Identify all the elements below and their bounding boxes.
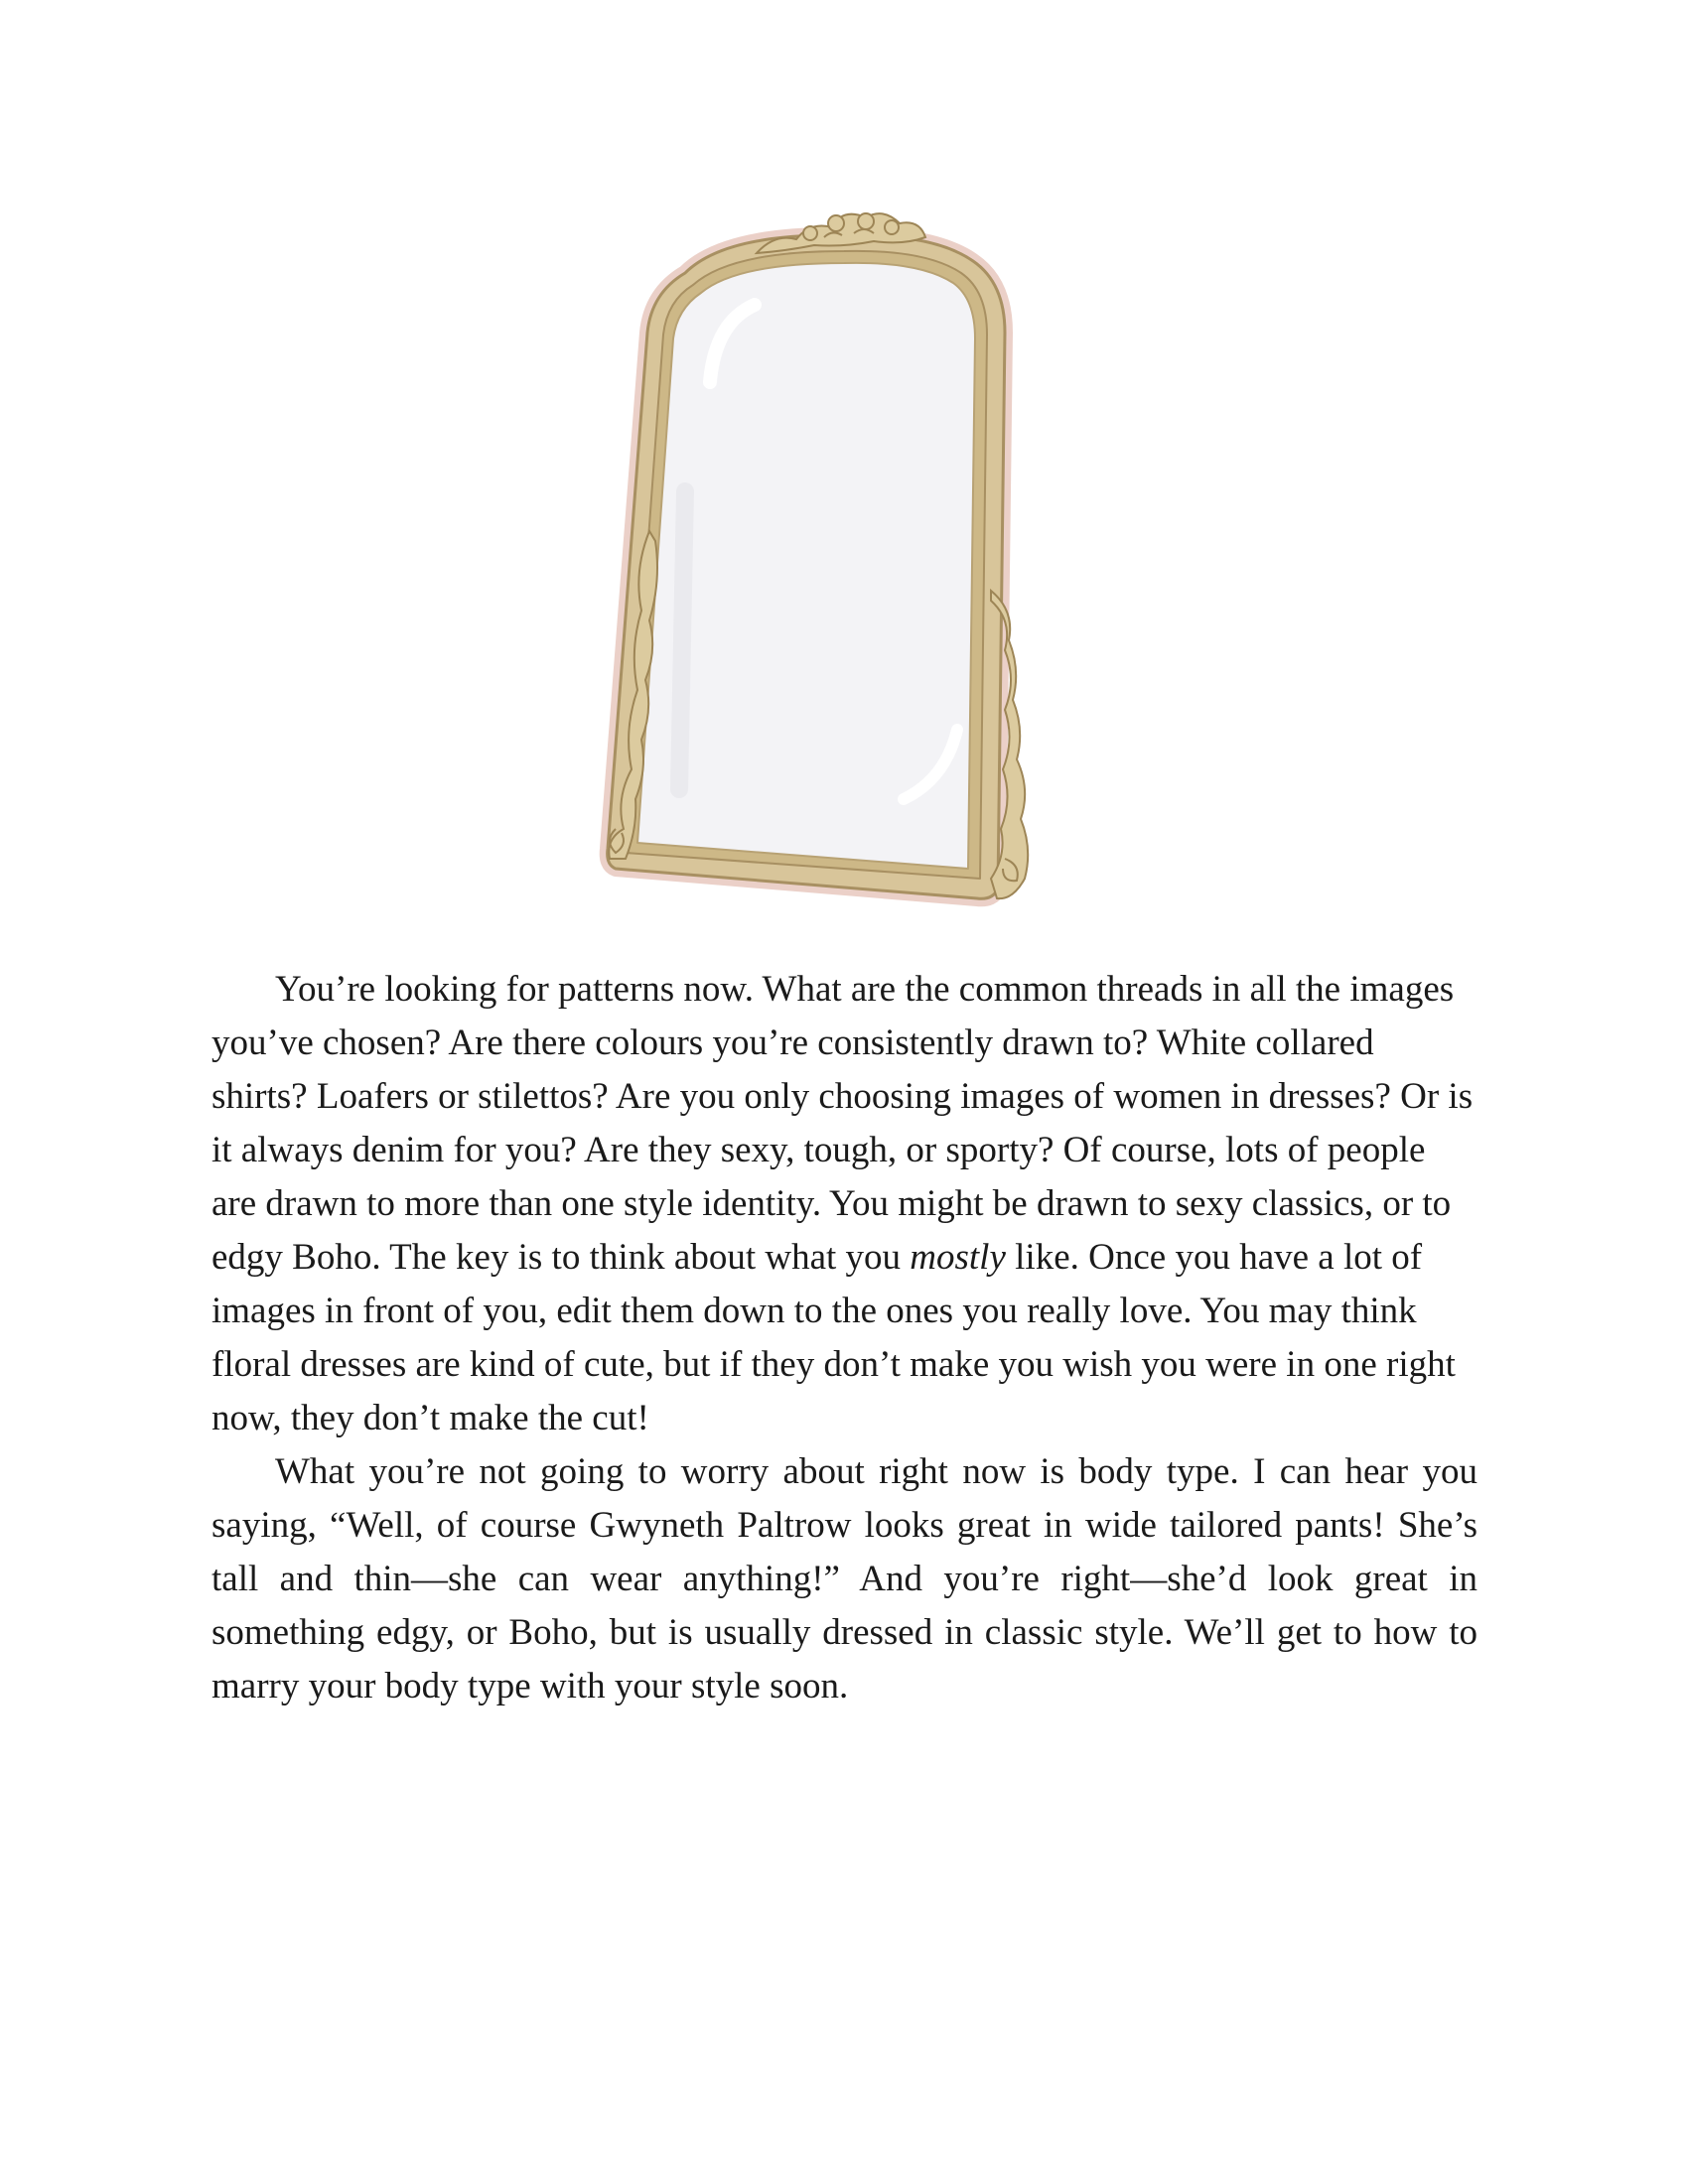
body-text (211, 963, 1477, 1713)
mirror-glass-shade (679, 491, 685, 789)
paragraph-1-emphasis: mostly (910, 1237, 1006, 1278)
mirror-drawing (576, 194, 1112, 918)
mirror-illustration (576, 194, 1112, 918)
paragraph-2: What you’re not going to worry about right now is body type. I can hear you saying, “Well, of course Gwyneth Paltrow looks great in wide tailored pants! She’s tall and thin—she can wear anything!” And you’re right—she’d look great in something edgy, or Boho, but is usually dressed in classic style. We’ll get to how to marry your body type with your style soon. (211, 1451, 1477, 1706)
paragraph-1-text-after: like. Once you have a lot of images in front of you, edit them down to the ones you really love. You may think floral dresses are kind of cute, but if they don’t make you wish you were in one right now, they don’t make the cut! (211, 1237, 1456, 1438)
paragraph-1-text-before: You’re looking for patterns now. What are the common threads in all the images you’ve chosen? Are there colours you’re consistently drawn to? White collared shirts? Loafers or stilettos? Are you only choosing images of women in dresses? Or is it always denim for you? Are they sexy, tough, or sporty? Of course, lots of people are drawn to more than one style identity. You might be drawn to sexy classics, or to edgy Boho. The key is to think about what you (211, 969, 1474, 1278)
paragraph-1 (211, 963, 1477, 1445)
